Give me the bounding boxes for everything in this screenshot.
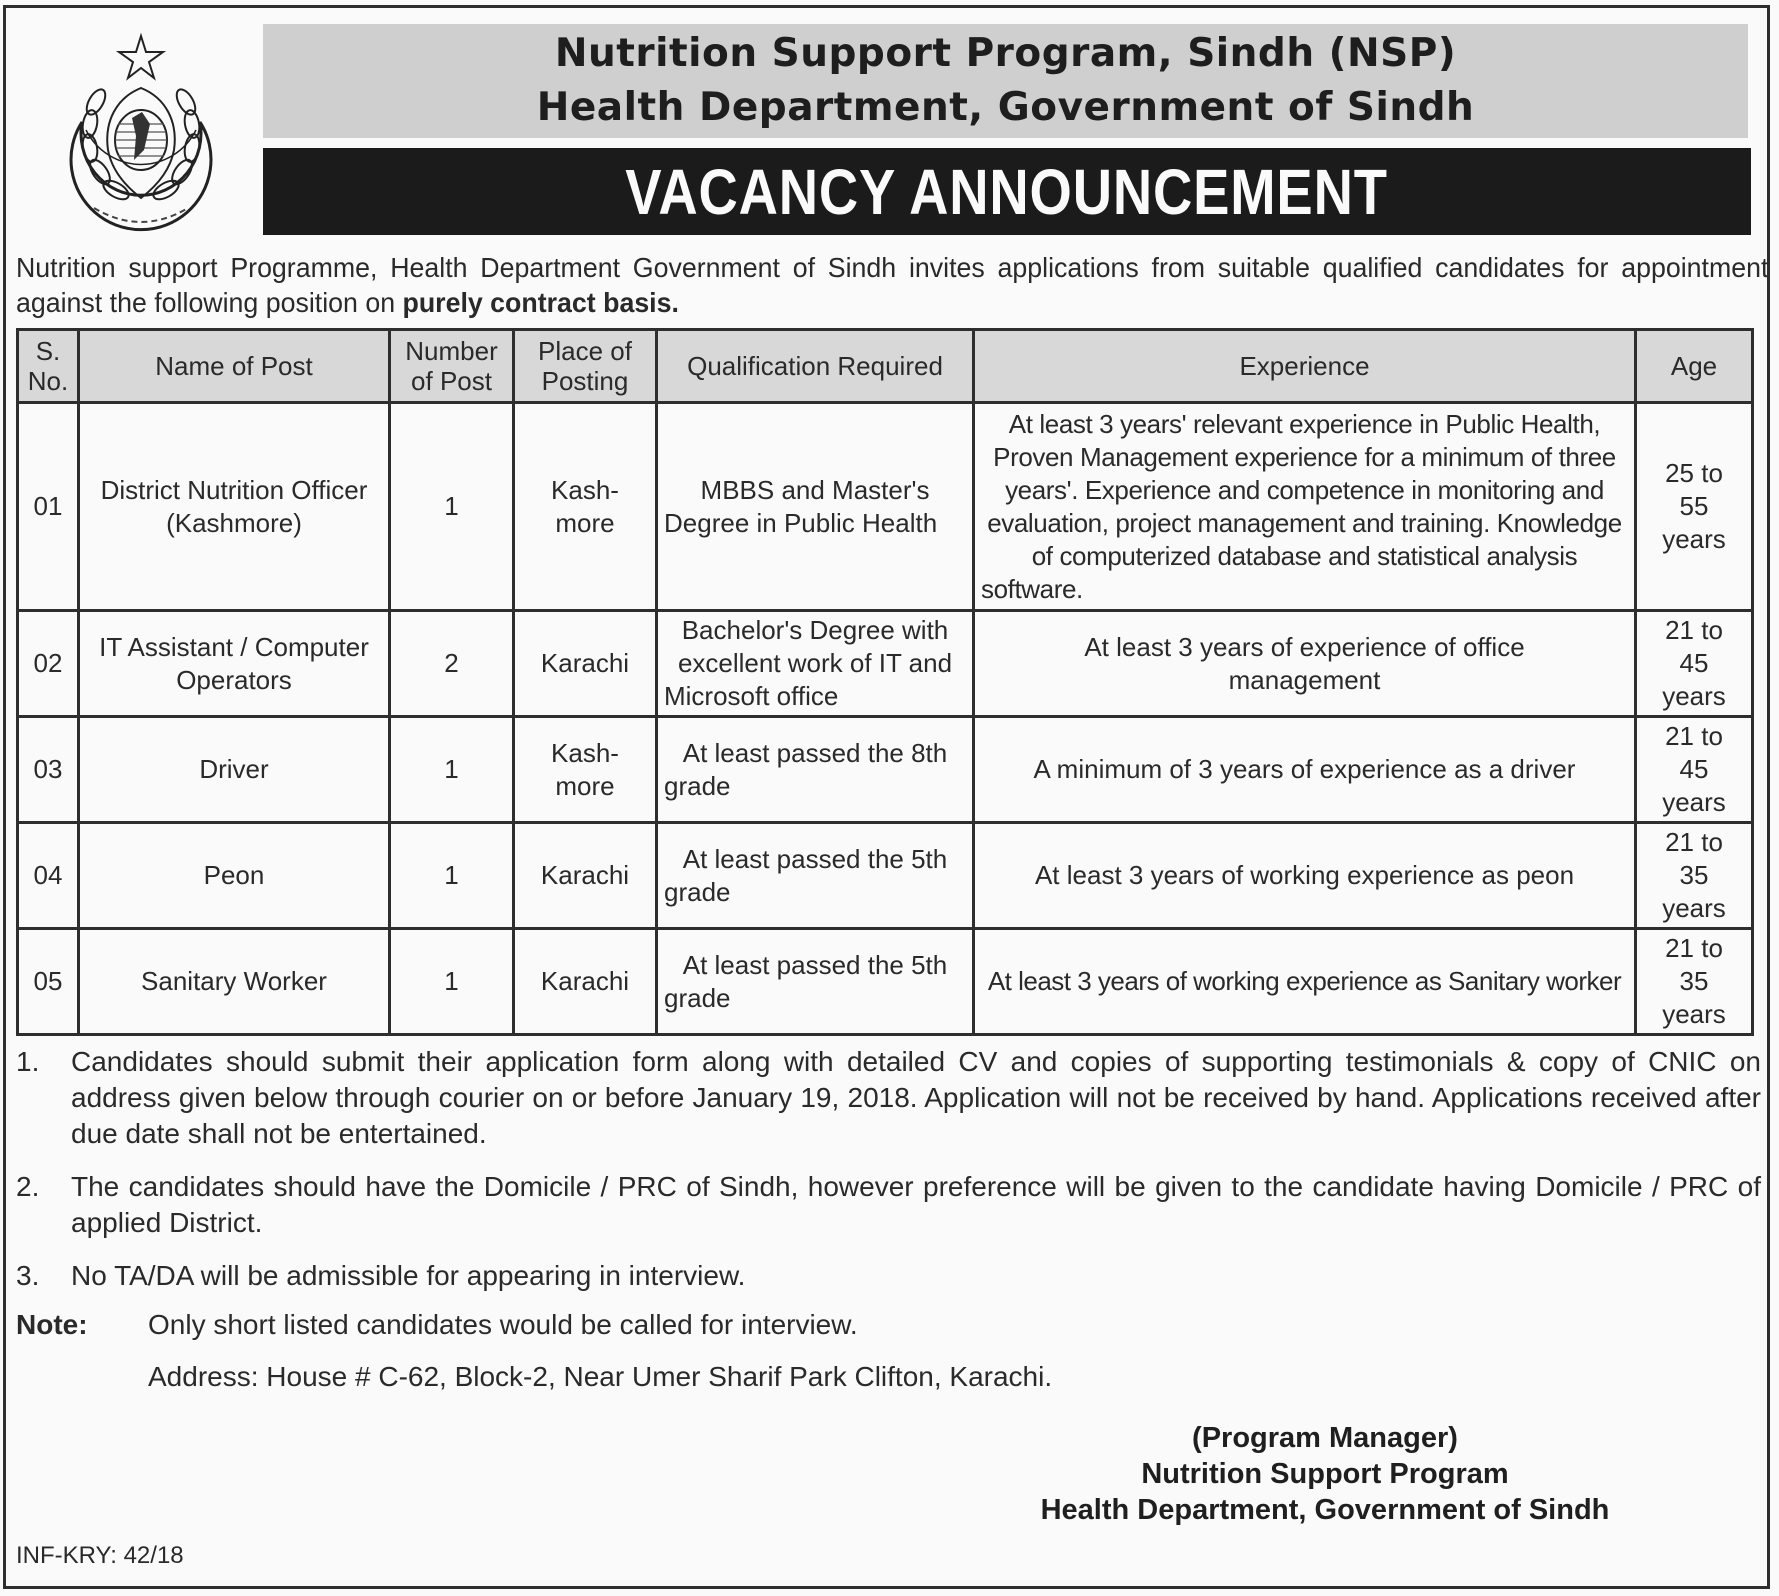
cell-experience: At least 3 years of working experience as Sanitary worker [974, 929, 1636, 1035]
cell-age: 25 to 55 years [1636, 403, 1753, 611]
col-header-place: Place of Posting [514, 330, 657, 403]
cell-qualification: MBBS and Master's Degree in Public Health [657, 403, 974, 611]
cell-experience: A minimum of 3 years of experience as a driver [974, 717, 1636, 823]
cell-sno: 03 [18, 717, 79, 823]
note-line [16, 1307, 858, 1343]
col-header-post: Name of Post [79, 330, 390, 403]
table-row [18, 717, 1753, 823]
cell-qualification: Bachelor's Degree with excellent work of IT and Microsoft office [657, 611, 974, 717]
cell-place: Karachi [514, 823, 657, 929]
cell-age: 21 to 45 years [1636, 717, 1753, 823]
instruction-item [16, 1258, 1761, 1294]
cell-age: 21 to 45 years [1636, 611, 1753, 717]
col-header-qualification: Qualification Required [657, 330, 974, 403]
cell-age: 21 to 35 years [1636, 823, 1753, 929]
signature-program: Nutrition Support Program [1141, 1458, 1509, 1490]
table-row [18, 403, 1753, 611]
instruction-number: 3. [16, 1260, 40, 1291]
vacancy-table [16, 328, 1754, 1036]
program-title: Nutrition Support Program, Sindh (NSP) [554, 31, 1457, 76]
cell-sno: 05 [18, 929, 79, 1035]
instruction-item [16, 1044, 1761, 1152]
cell-place: Karachi [514, 929, 657, 1035]
cell-count: 1 [390, 717, 514, 823]
cell-place: Kash-more [514, 717, 657, 823]
cell-experience: At least 3 years of experience of office management [974, 611, 1636, 717]
instruction-item [16, 1169, 1761, 1241]
cell-post: District Nutrition Officer (Kashmore) [79, 403, 390, 611]
cell-qualification: At least passed the 5th grade [657, 823, 974, 929]
title-band [263, 24, 1748, 138]
table-row [18, 611, 1753, 717]
cell-sno: 02 [18, 611, 79, 717]
intro-text: Nutrition support Programme, Health Department Government of Sindh invites applications from suitable qualified candidates for appointment against the following position on [16, 252, 1769, 318]
col-header-experience: Experience [974, 330, 1636, 403]
signature-department: Health Department, Government of Sindh [1040, 1494, 1610, 1526]
instructions-list [16, 1044, 1761, 1311]
cell-count: 2 [390, 611, 514, 717]
intro-paragraph [16, 250, 1768, 320]
instruction-number: 2. [16, 1171, 40, 1202]
signature-block [1000, 1420, 1650, 1528]
cell-count: 1 [390, 823, 514, 929]
note-text: Only short listed candidates would be called for interview. [148, 1309, 858, 1340]
table-header-row [18, 330, 1753, 403]
cell-post: IT Assistant / Computer Operators [79, 611, 390, 717]
cell-experience: At least 3 years' relevant experience in Public Health, Proven Management experience for a minimum of three years'. Experience and competence in monitoring and evaluation, project management and training. Knowledge of computerized database and statistical analysis software. [974, 403, 1636, 611]
cell-place: Karachi [514, 611, 657, 717]
cell-place: Kash-more [514, 403, 657, 611]
intro-emphasis: purely contract basis. [402, 287, 679, 318]
vacancy-banner [263, 148, 1751, 235]
cell-post: Sanitary Worker [79, 929, 390, 1035]
cell-age: 21 to 35 years [1636, 929, 1753, 1035]
cell-count: 1 [390, 929, 514, 1035]
address-line: Address: House # C-62, Block-2, Near Umer Sharif Park Clifton, Karachi. [148, 1361, 1053, 1392]
instruction-text: No TA/DA will be admissible for appearing in interview. [71, 1260, 746, 1291]
cell-qualification: At least passed the 5th grade [657, 929, 974, 1035]
cell-count: 1 [390, 403, 514, 611]
department-title: Health Department, Government of Sindh [536, 85, 1475, 130]
cell-experience: At least 3 years of working experience as peon [974, 823, 1636, 929]
cell-sno: 04 [18, 823, 79, 929]
col-header-count: Number of Post [390, 330, 514, 403]
cell-qualification: At least passed the 8th grade [657, 717, 974, 823]
signature-title: (Program Manager) [1192, 1422, 1458, 1454]
cell-sno: 01 [18, 403, 79, 611]
cell-post: Peon [79, 823, 390, 929]
col-header-age: Age [1636, 330, 1753, 403]
sindh-emblem-icon [46, 32, 236, 244]
note-label: Note: [16, 1309, 88, 1340]
table-row [18, 823, 1753, 929]
table-row [18, 929, 1753, 1035]
col-header-sno: S. No. [18, 330, 79, 403]
instruction-text: The candidates should have the Domicile / PRC of Sindh, however preference will be given to the candidate having Domicile / PRC of applied District. [71, 1171, 1761, 1238]
instruction-number: 1. [16, 1046, 40, 1077]
vacancy-heading: VACANCY ANNOUNCEMENT [625, 155, 1389, 228]
cell-post: Driver [79, 717, 390, 823]
reference-code: INF-KRY: 42/18 [16, 1542, 184, 1569]
instruction-text: Candidates should submit their application form along with detailed CV and copies of supporting testimonials & copy of CNIC on address given below through courier on or before January 19, 2018. Application will not be received by hand. Applications received after due date shall not be entertained. [71, 1046, 1761, 1149]
